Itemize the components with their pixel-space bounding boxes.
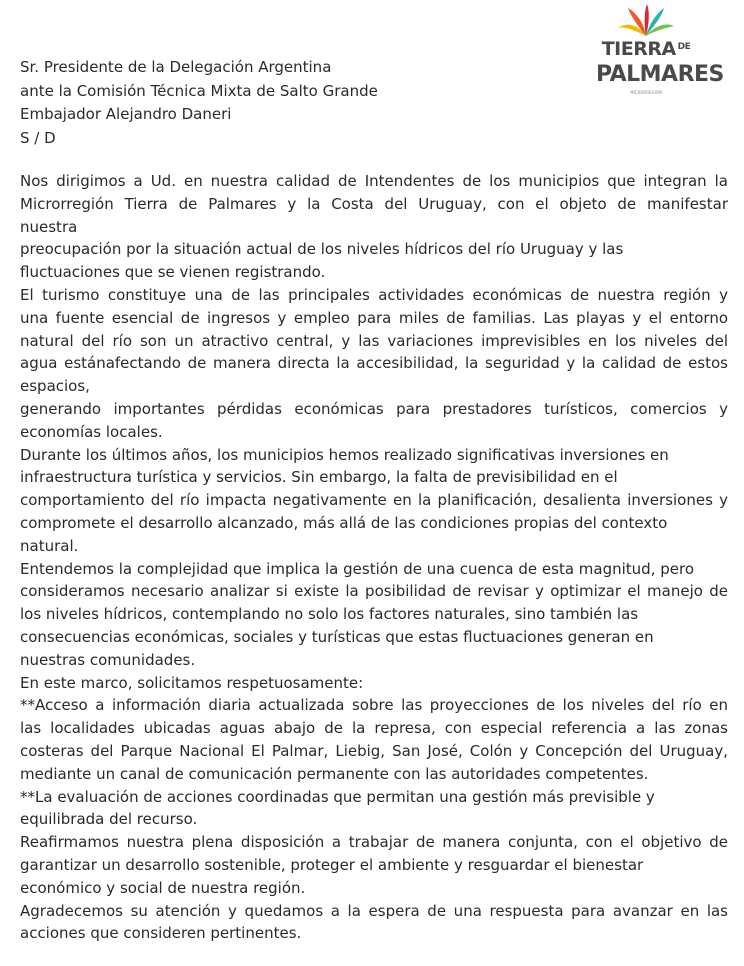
body-line: Durante los últimos años, los municipios hemos realizado significativas inversiones en bbox=[20, 445, 669, 464]
body-line: consecuencias económicas, sociales y turísticas que estas fluctuaciones generan en bbox=[20, 627, 654, 646]
body-line: espacios, bbox=[20, 377, 90, 396]
body-line: una fuente esencial de ingresos y empleo para miles de familias. Las playas y el entorno bbox=[20, 308, 728, 327]
body-line: economías locales. bbox=[20, 422, 163, 441]
body-line: garantizar un desarrollo sostenible, proteger el ambiente y resguardar el bienestar bbox=[20, 855, 644, 874]
body-line: Microrregión Tierra de Palmares y la Costa del Uruguay, con el objeto de manifestar bbox=[20, 194, 728, 213]
addressee-line: ante la Comisión Técnica Mixta de Salto Grande bbox=[20, 81, 378, 100]
body-line: preocupación por la situación actual de los niveles hídricos del río Uruguay y las bbox=[20, 240, 624, 259]
body-line: El turismo constituye una de las principales actividades económicas de nuestra región y bbox=[20, 285, 728, 304]
body-line: generando importantes pérdidas económicas para prestadores turísticos, comercios y bbox=[20, 399, 728, 418]
body-line: Nos dirigimos a Ud. en nuestra calidad de Intendentes de los municipios que integran la bbox=[20, 172, 728, 190]
body-line: Agradecemos su atención y quedamos a la espera de una respuesta para avanzar en las bbox=[20, 901, 728, 920]
addressee-block bbox=[20, 56, 378, 150]
body-line: En este marco, solicitamos respetuosamente: bbox=[20, 673, 364, 692]
body-line: natural. bbox=[20, 536, 79, 555]
body-line: consideramos necesario analizar si existe la posibilidad de revisar y optimizar el manejo de bbox=[20, 582, 728, 601]
addressee-line: S / D bbox=[20, 128, 56, 147]
addressee-line: Embajador Alejandro Daneri bbox=[20, 105, 232, 123]
body-line: equilibrada del recurso. bbox=[20, 810, 198, 829]
body-line: comportamiento del río impacta negativamente en la planificación, desalienta inversiones y bbox=[20, 491, 728, 510]
body-line: mediante un canal de comunicación permanente con las autoridades competentes. bbox=[20, 764, 649, 783]
body-line: Reafirmamos nuestra plena disposición a trabajar de manera conjunta, con el objetivo de bbox=[20, 833, 728, 852]
body-line: costeras del Parque Nacional El Palmar, Liebig, San José, Colón y Concepción del Uruguay, bbox=[20, 741, 728, 760]
leaf-icon bbox=[628, 8, 646, 36]
body-line: nuestra bbox=[20, 217, 78, 236]
body-line: económico y social de nuestra región. bbox=[20, 878, 306, 897]
body-line: los niveles hídricos, contemplando no solo los factores naturales, sino también las bbox=[20, 605, 639, 624]
palm-leaves-icon bbox=[616, 4, 676, 38]
tierra-de-palmares-logo bbox=[596, 4, 724, 104]
body-line: natural del río son un atractivo central, y las variaciones imprevisibles en los niveles del bbox=[20, 331, 728, 350]
logo-word-de: DE bbox=[677, 42, 691, 52]
body-line: Entendemos la complejidad que implica la gestión de una cuenca de esta magnitud, pero bbox=[20, 559, 695, 578]
body-line: nuestras comunidades. bbox=[20, 650, 196, 669]
addressee-line: Sr. Presidente de la Delegación Argentina bbox=[20, 58, 332, 76]
logo-tagline: MICRORREGIÓN bbox=[630, 90, 662, 95]
leaf-icon bbox=[646, 8, 664, 36]
body-line: acciones que consideren pertinentes. bbox=[20, 924, 302, 943]
body-line: **Acceso a información diaria actualizada sobre las proyecciones de los niveles del río en bbox=[20, 696, 728, 715]
body-line: agua estánafectando de manera directa la accesibilidad, la seguridad y la calidad de estos bbox=[20, 354, 728, 373]
body-line: **La evaluación de acciones coordinadas que permitan una gestión más previsible y bbox=[20, 787, 655, 806]
logo-word-tierra: TIERRA bbox=[601, 38, 676, 60]
body-line: las localidades ubicadas aguas abajo de la represa, con especial referencia a las zonas bbox=[20, 719, 728, 738]
body-line: fluctuaciones que se vienen registrando. bbox=[20, 263, 326, 282]
body-line: infraestructura turística y servicios. Sin embargo, la falta de previsibilidad en el bbox=[20, 468, 618, 487]
letter-body bbox=[20, 170, 728, 945]
logo-word-palmares: PALMARES bbox=[596, 62, 724, 87]
body-line: compromete el desarrollo alcanzado, más allá de las condiciones propias del contexto bbox=[20, 513, 668, 532]
